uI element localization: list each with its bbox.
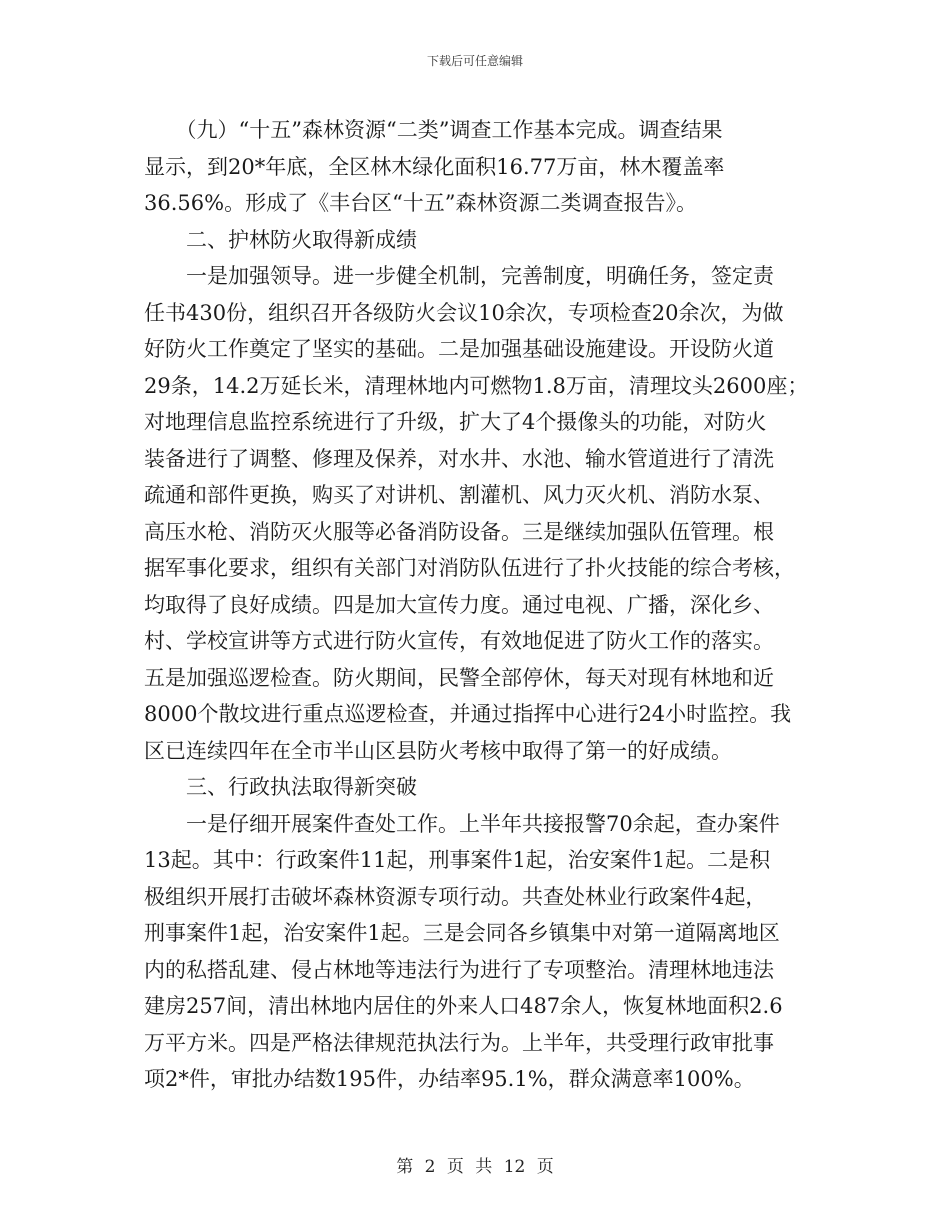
- text-line: 五是加强巡逻检查。防火期间，民警全部停休，每天对现有林地和近: [144, 665, 774, 690]
- text-line: 显示，到20*年底，全区林木绿化面积16.77万亩，林木覆盖率: [144, 154, 725, 179]
- text-line: 任书430份，组织召开各级防火会议10余次，专项检查20余次，为做: [144, 300, 784, 325]
- text-line: 极组织开展打击破坏森林资源专项行动。共查处林业行政案件4起，: [144, 884, 767, 909]
- text-line: 建房257间，清出林地内居住的外来人口487余人，恢复林地面积2.6: [144, 994, 783, 1018]
- page-footer: 第 2 页 共 12 页: [396, 1157, 554, 1177]
- text-line: 对地理信息监控系统进行了升级，扩大了4个摄像头的功能，对防火: [144, 410, 767, 434]
- text-line: 万平方米。四是严格法律规范执法行为。上半年，共受理行政审批事: [144, 1030, 774, 1055]
- text-line: 内的私搭乱建、侵占林地等违法行为进行了专项整治。清理林地违法: [144, 957, 774, 982]
- text-line: 一是加强领导。进一步健全机制，完善制度，明确任务，签定责: [144, 264, 774, 288]
- section-heading: 二、护林防火取得新成绩: [144, 227, 417, 252]
- text-line: 29条，14.2万延长米，清理林地内可燃物1.8万亩，清理坟头2600座；: [144, 373, 809, 398]
- text-line: 8000个散坟进行重点巡逻检查，并通过指挥中心进行24小时监控。我: [144, 702, 792, 726]
- text-line: 高压水枪、消防灭火服等必备消防设备。三是继续加强队伍管理。根: [144, 519, 774, 544]
- text-line: 36.56%。形成了《丰台区“十五”森林资源二类调查报告》。: [144, 191, 698, 215]
- text-line: 据军事化要求，组织有关部门对消防队伍进行了扑火技能的综合考核，: [144, 556, 795, 580]
- text-line: 均取得了良好成绩。四是加大宣传力度。通过电视、广播，深化乡、: [144, 592, 774, 617]
- section-heading: 三、行政执法取得新突破: [144, 775, 417, 799]
- text-line: （九）“十五”森林资源“二类”调查工作基本完成。调查结果: [144, 118, 723, 142]
- page-header: 下载后可任意编辑: [426, 54, 523, 68]
- text-line: 好防火工作奠定了坚实的基础。二是加强基础设施建设。开设防火道: [144, 337, 774, 361]
- text-line: 刑事案件1起，治安案件1起。三是会同各乡镇集中对第一道隔离地区: [144, 921, 780, 945]
- text-line: 13起。其中：行政案件11起，刑事案件1起，治安案件1起。二是积: [144, 848, 771, 872]
- text-line: 区已连续四年在全市半山区县防火考核中取得了第一的好成绩。: [144, 738, 732, 763]
- text-line: 装备进行了调整、修理及保养，对水井、水池、输水管道进行了清洗: [144, 446, 774, 471]
- text-line: 一是仔细开展案件查处工作。上半年共接报警70余起，查办案件: [144, 811, 780, 836]
- document-body: [144, 112, 824, 1098]
- text-line: 村、学校宣讲等方式进行防火宣传，有效地促进了防火工作的落实。: [144, 629, 774, 653]
- text-line: 项2*件，审批办结数195件，办结率95.1%，群众满意率100%。: [144, 1067, 755, 1091]
- text-line: 疏通和部件更换，购买了对讲机、割灌机、风力灭火机、消防水泵、: [144, 483, 774, 507]
